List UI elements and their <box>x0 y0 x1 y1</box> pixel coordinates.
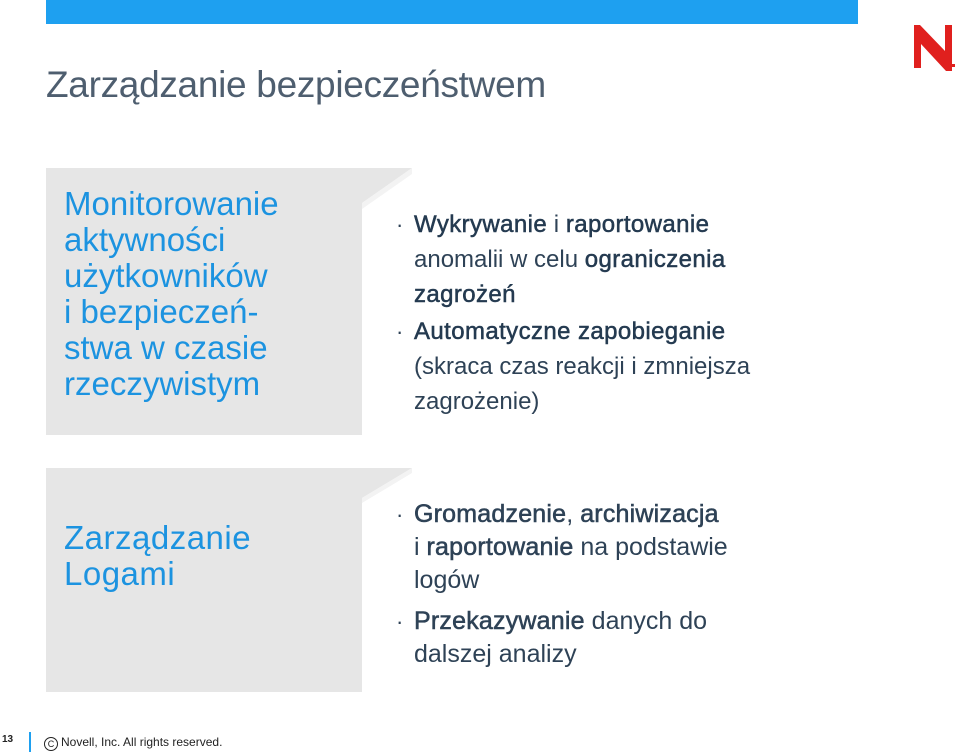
copyright-text: Novell, Inc. All rights reserved. <box>61 735 223 749</box>
section-panel-monitoring <box>46 168 362 435</box>
top-accent-bar <box>46 0 858 24</box>
section-heading-monitoring: Monitorowanie aktywności użytkowników i bezpieczeń- stwa w czasie rzeczywistym <box>64 185 279 402</box>
bullet-item: · Przekazywanie danych do dalszej analizy <box>396 607 708 668</box>
section-panel-log-management <box>46 468 362 692</box>
page-number: 13 <box>2 734 14 745</box>
novell-logo-icon <box>908 22 958 74</box>
bullet-dot-icon: · <box>396 319 404 344</box>
section-heading-log-management: Zarządzanie Logami <box>64 519 252 592</box>
page-title: Zarządzanie bezpieczeństwem <box>46 64 546 105</box>
copyright-notice <box>44 735 222 751</box>
bullet-dot-icon: · <box>396 212 404 237</box>
copyright-icon: C <box>44 737 58 751</box>
slide-footer <box>0 732 960 752</box>
bullet-dot-icon: · <box>396 502 404 527</box>
bullet-dot-icon: · <box>396 609 404 634</box>
bullet-list-log-management <box>396 498 728 679</box>
page-number-divider <box>29 732 31 752</box>
bullet-list-monitoring <box>396 207 750 421</box>
bullet-item: · Gromadzenie, archiwizacja i raportowanie na podstawie logów <box>396 500 728 594</box>
bullet-item: · Automatyczne zapobieganie (skraca czas reakcji i zmniejsza zagrożenie) <box>396 314 750 419</box>
bullet-item: · Wykrywanie i raportowanie anomalii w celu ograniczenia zagrożeń <box>396 207 750 312</box>
